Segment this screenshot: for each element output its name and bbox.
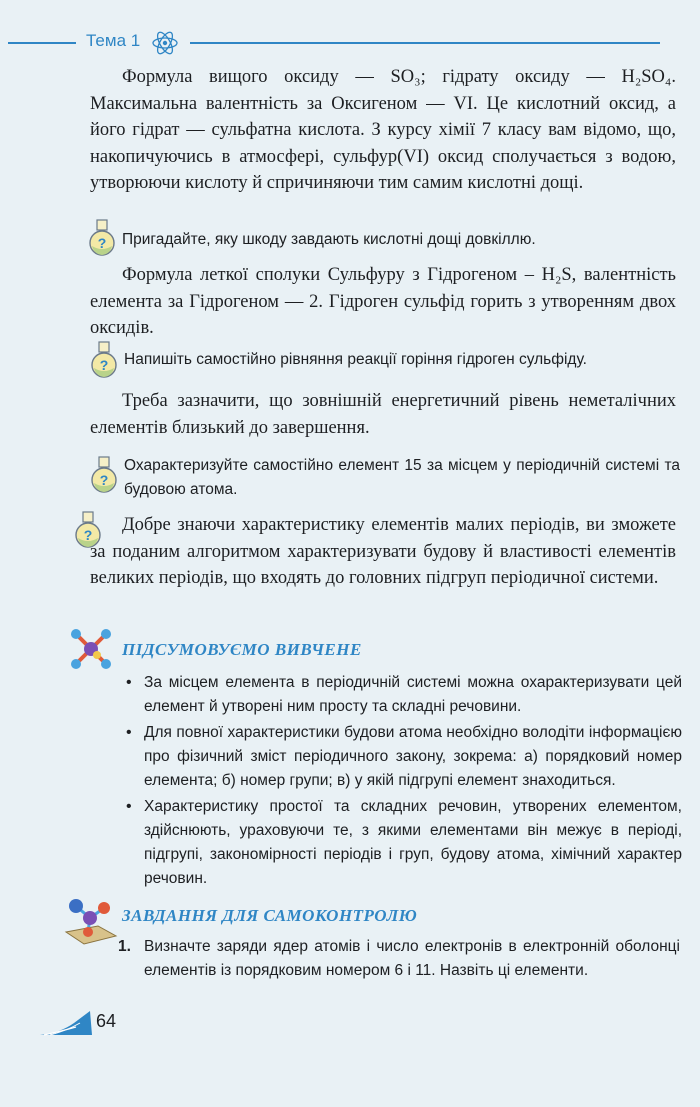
header-rule-right [190,42,660,44]
paragraph-oxide: Формула вищого оксиду — SO₃; гідрату оксиду — H₂SO₄. Максимальна валентність за Оксигеном — VI. Це кислотний оксид, а його гідрат — сульфатна кислота. З курсу хімії 7 класу вам відомо, що, накопичуючись в атмосфері, сульфур(VI) оксид сполучається з водою, утворюючи кислоту й спричиняючи тим самим кислотні дощі. [90,67,676,193]
svg-text:?: ? [97,235,107,251]
task-number: 1. [118,938,131,955]
paragraph-large-periods: Добре знаючи характеристику елементів малих періодів, ви зможете за поданим алгоритмом характеризувати будову й властивості елементів великих періодів, що входять до головних підгруп періодичної системи. [90,515,676,588]
question-combustion: Напишіть самостійно рівняння реакції горіння гідроген сульфіду. [124,351,587,368]
summary-item: • Характеристику простої та складних речовин, утворених елементом, здійснюють, ураховуючи те, з якими елементами він межує в періоді, підгрупі, закономірності періодів і груп, будову атома, хімічний характер речовин. [116,795,682,891]
svg-text:?: ? [99,357,109,373]
question-flask-icon [88,455,120,495]
task-text: Визначте заряди ядер атомів і число електронів в електронній оболонці елементів із порядковим номером 6 і 11. Назвіть ці елементи. [144,938,680,979]
summary-item: • За місцем елемента в періодичній системі можна охарактеризувати цей елемент й утворені ним просту та складні речовини. [116,671,682,719]
selfcheck-title: ЗАВДАННЯ ДЛЯ САМОКОНТРОЛЮ [122,906,418,925]
svg-text:?: ? [83,527,93,543]
molecule-model-icon [58,892,120,948]
summary-list [116,671,682,893]
atom-icon [150,29,180,57]
paragraph-outer-level: Треба зазначити, що зовнішній енергетичний рівень неметалічних елементів близький до завершення. [90,391,676,438]
wave-decoration-icon [40,1009,94,1037]
page-header [0,28,700,58]
page-number: 64 [96,1011,117,1031]
paragraph-hydrogen-sulfide: Формула леткої сполуки Сульфуру з Гідрогеном – H₂S, валентність елемента за Гідрогеном — 2. Гідроген сульфід горить з утворенням двох оксидів. [90,265,676,338]
page-footer [40,1005,160,1037]
summary-title: ПІДСУМОВУЄМО ВИВЧЕНЕ [122,640,362,659]
question-acid-rain: Пригадайте, яку шкоду завдають кислотні дощі довкіллю. [122,231,536,248]
topic-title: Тема 1 [86,31,141,50]
question-flask-icon [88,340,120,380]
question-element-15: Охарактеризуйте самостійно елемент 15 за місцем у періодичній системі та будовою атома. [124,457,680,498]
question-flask-icon [86,218,118,258]
header-rule-left [8,42,76,44]
task-item [118,935,680,983]
summary-item: • Для повної характеристики будови атома необхідно володіти інформацією про фізичний зміст періодичного закону, зокрема: а) порядковий номер елемента; б) номер групи; в) у якій підгрупі елемент знаходиться. [116,721,682,793]
svg-text:?: ? [99,472,109,488]
molecule-icon [66,624,116,674]
